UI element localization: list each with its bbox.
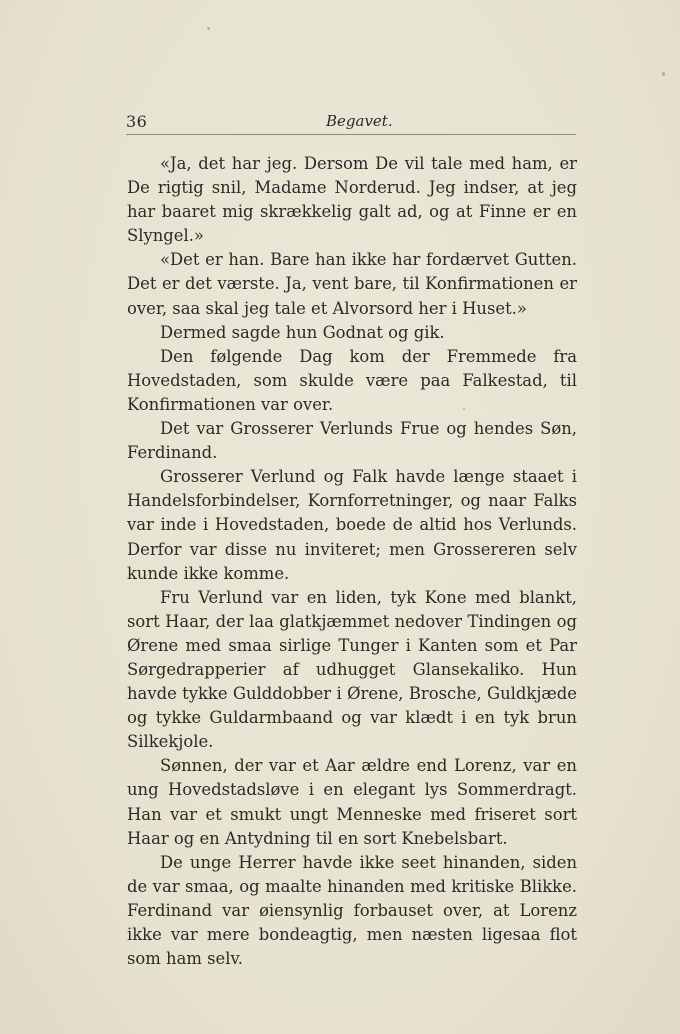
- paragraph: Grosserer Verlund og Falk havde længe staaet i Handelsforbindelser, Kornforretninger, og naar Falks var inde i Hovedstaden, boede de altid hos Verlunds. Derfor var disse nu inviteret; men Grossereren selv kunde ikke komme.: [127, 467, 577, 583]
- paragraph: Den følgende Dag kom der Fremmede fra Hovedstaden, som skulde være paa Falkestad, til Konfirmationen var over.: [127, 346, 577, 414]
- running-title: Begavet.: [326, 112, 393, 130]
- page-number: 36: [126, 112, 148, 131]
- paragraph: Dermed sagde hun Godnat og gik.: [160, 322, 445, 342]
- paper-speck: [207, 27, 210, 30]
- body-text: [127, 152, 577, 971]
- paper-speck: [662, 72, 665, 76]
- paragraph: «Det er han. Bare han ikke har fordærvet Gutten. Det er det værste. Ja, vent bare, til Konfirmationen er over, saa skal jeg tale et Alvorsord her i Huset.»: [127, 250, 577, 318]
- paragraph: Det var Grosserer Verlunds Frue og hendes Søn, Ferdinand.: [127, 419, 577, 463]
- page-header: [126, 110, 578, 134]
- header-rule: [126, 134, 576, 135]
- paragraph: «Ja, det har jeg. Dersom De vil tale med ham, er De rigtig snil, Madame Norderud. Jeg indser, at jeg har baaret mig skrækkelig galt ad, og at Finne er en Slyngel.»: [127, 154, 577, 246]
- paragraph: Fru Verlund var en liden, tyk Kone med blankt, sort Haar, der laa glatkjæmmet nedover Tindingen og Ørene med smaa sirlige Tunger i Kanten som et Par Sørgedrapperier af udhugget Glansekaliko. Hun havde tykke Gulddobber i Ørene, Brosche, Guldkjæde og tykke Guldarmbaand og var klædt i en tyk brun Silkekjole.: [127, 587, 577, 752]
- paper-speck: [463, 408, 465, 410]
- paragraph: Sønnen, der var et Aar ældre end Lorenz, var en ung Hovedstadsløve i en elegant lys Sommerdragt. Han var et smukt ungt Menneske med friseret sort Haar og en Antydning til en sort Knebelsbart.: [127, 756, 577, 848]
- paragraph: De unge Herrer havde ikke seet hinanden, siden de var smaa, og maalte hinanden med kritiske Blikke. Ferdinand var øiensynlig forbauset over, at Lorenz ikke var mere bondeagtig, men næsten ligesaa flot som ham selv.: [127, 852, 577, 969]
